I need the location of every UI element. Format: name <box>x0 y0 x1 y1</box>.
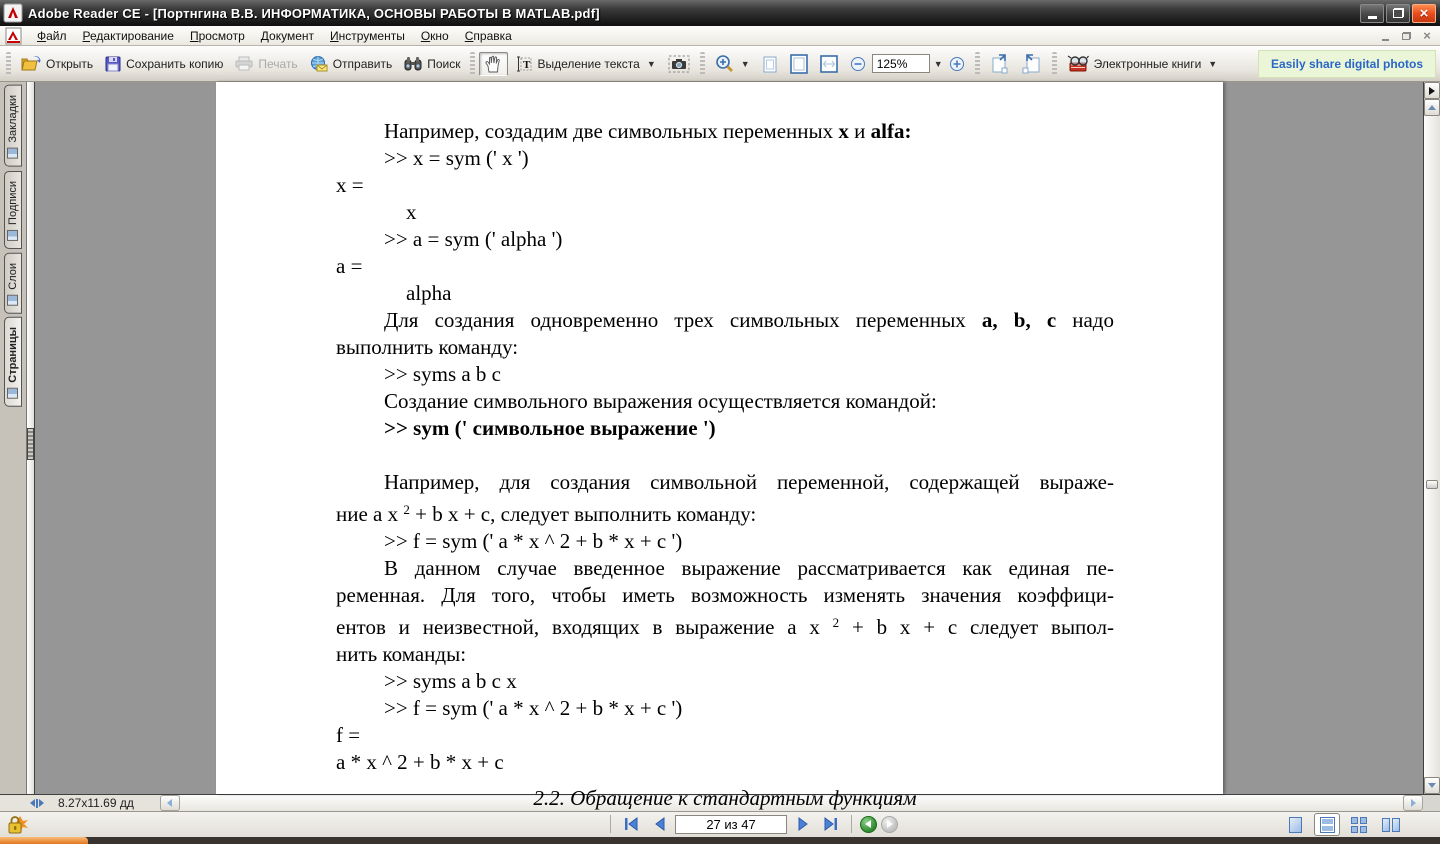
document-line: >> sym (' символьное выражение ') <box>384 416 716 440</box>
toolbar-grip[interactable] <box>975 52 980 76</box>
pdf-document-icon <box>6 28 21 44</box>
continuous-icon <box>1320 817 1335 833</box>
document-line: Для создания одновременно трех символьных переменных a, b, c надо <box>384 308 1114 332</box>
toolbar-grip[interactable] <box>6 52 11 76</box>
fit-width-button[interactable] <box>814 51 844 77</box>
document-line: ременная. Для того, чтобы иметь возможность изменять значения коэффици- <box>336 583 1114 607</box>
minimize-icon <box>1368 16 1377 19</box>
menu-item[interactable]: Редактирование <box>82 28 174 43</box>
sidebar-tab-label: Закладки <box>7 95 19 143</box>
fit-width-icon <box>820 54 838 74</box>
doc-minimize-button[interactable] <box>1376 28 1394 43</box>
menu-item[interactable]: Документ <box>260 28 314 43</box>
vertical-scroll-track[interactable] <box>1424 116 1440 777</box>
continuous-facing-icon <box>1351 817 1367 833</box>
continuous-layout-button[interactable] <box>1314 813 1340 836</box>
open-folder-icon <box>21 56 41 72</box>
save-copy-label: Сохранить копию <box>126 56 224 71</box>
sidebar-tab-label: Слои <box>7 262 19 290</box>
status-bar <box>0 811 1440 837</box>
sidebar-tab-label: Подписи <box>7 180 19 225</box>
previous-view-button[interactable] <box>860 816 877 833</box>
magnifier-plus-icon <box>715 54 734 73</box>
close-icon: × <box>1419 4 1429 22</box>
text-select-label: Выделение текста <box>537 56 640 71</box>
ebooks-label: Электронные книги <box>1093 56 1202 71</box>
email-globe-icon <box>310 56 328 72</box>
single-page-layout-button[interactable] <box>1282 813 1308 836</box>
down-arrow-icon <box>1428 783 1436 788</box>
pane-arrow-button[interactable] <box>1424 82 1440 99</box>
document-line: >> syms a b c x <box>384 669 517 693</box>
page-navigation <box>606 814 898 834</box>
binoculars-icon <box>404 56 422 71</box>
document-line: a * x ^ 2 + b * x + c <box>336 750 504 774</box>
separator <box>610 815 611 833</box>
printer-icon <box>235 56 253 71</box>
svg-text:T: T <box>523 58 531 71</box>
toolbar-grip[interactable] <box>700 52 705 76</box>
document-line: >> x = sym (' x ') <box>384 146 529 170</box>
fit-page-button[interactable] <box>784 51 814 77</box>
camera-icon <box>668 55 690 73</box>
snapshot-tool-button[interactable] <box>662 52 696 76</box>
send-label: Отправить <box>332 56 393 71</box>
open-label: Открыть <box>46 56 94 71</box>
document-line: f = <box>336 723 361 747</box>
promo-banner[interactable]: Easily share digital photos <box>1258 50 1436 78</box>
layers-tab-icon <box>8 294 19 305</box>
doc-restore-button[interactable] <box>1397 28 1415 43</box>
toolbar <box>0 46 1440 82</box>
plus-circle-icon <box>949 56 965 72</box>
text-select-icon <box>514 56 532 72</box>
separator <box>851 815 852 833</box>
next-view-icon <box>1022 54 1042 74</box>
previous-page-button[interactable] <box>647 814 671 834</box>
signatures-tab-icon <box>8 230 19 241</box>
right-triangle-icon <box>1429 87 1435 95</box>
title-bar <box>0 0 1440 26</box>
document-text <box>216 82 1223 812</box>
bookmarks-tab-icon <box>8 148 19 159</box>
search-label: Поиск <box>427 56 461 71</box>
document-line: Например, создадим две символьных переменных х и alfa: <box>384 119 912 143</box>
document-window-controls <box>1373 28 1436 43</box>
sidebar-tab-label: Страницы <box>7 327 19 384</box>
ebooks-button[interactable] <box>1061 52 1224 75</box>
document-line <box>336 442 1114 469</box>
menu-item[interactable]: Файл <box>37 28 67 43</box>
document-line: alpha <box>406 281 452 305</box>
vertical-scroll-thumb[interactable] <box>1426 480 1438 489</box>
scroll-up-button[interactable] <box>1424 99 1440 116</box>
save-copy-button[interactable] <box>99 53 229 75</box>
print-label: Печать <box>258 56 298 71</box>
hand-tool-button[interactable] <box>479 52 508 76</box>
page-size-area <box>0 795 160 811</box>
adobe-reader-app-icon <box>4 4 22 22</box>
document-line: x = <box>336 173 364 197</box>
page-size-label: 8.27x11.69 дд <box>58 796 134 810</box>
next-view-button[interactable] <box>1016 51 1048 77</box>
document-line: >> f = sym (' a * x ^ 2 + b * x + c ') <box>384 529 683 553</box>
document-line: нить команды: <box>336 642 467 666</box>
right-triangle-icon <box>39 799 44 807</box>
vertical-scrollbar <box>1423 82 1440 794</box>
menu-item[interactable]: Инструменты <box>330 28 405 43</box>
document-line: выполнить команду: <box>336 335 519 359</box>
document-line: В данном случае введенное выражение рассматривается как единая пе- <box>384 556 1114 580</box>
floppy-disk-icon <box>105 56 121 72</box>
next-view-button <box>881 816 898 833</box>
doc-close-button[interactable] <box>1418 28 1436 43</box>
doc-minimize-icon <box>1382 39 1389 41</box>
left-triangle-icon <box>865 820 871 828</box>
toolbar-grip[interactable] <box>470 52 475 76</box>
document-line: >> f = sym (' a * x ^ 2 + b * x + c ') <box>384 696 683 720</box>
right-arrow-icon <box>1411 799 1416 807</box>
left-triangle-icon <box>30 799 35 807</box>
scrollbar-corner <box>1423 795 1440 811</box>
scroll-right-button[interactable] <box>1403 795 1423 811</box>
document-line: Например, для создания символьной переменной, содержащей выраже- <box>384 470 1114 494</box>
page-number-field[interactable]: 27 из 47 <box>675 815 787 834</box>
menu-bar <box>0 26 1440 46</box>
doc-close-icon: × <box>1423 28 1431 43</box>
continuous-facing-layout-button[interactable] <box>1346 813 1372 836</box>
first-page-button[interactable] <box>619 814 643 834</box>
actual-size-button[interactable] <box>756 51 784 77</box>
sidebar-tab-bookmarks[interactable] <box>4 85 22 167</box>
menu-item[interactable]: Окно <box>420 28 449 43</box>
splitter-bar-icon <box>36 799 38 808</box>
document-line: x <box>406 200 417 224</box>
document-line: >> a = sym (' alpha ') <box>384 227 563 251</box>
document-line: >> syms a b c <box>384 362 502 386</box>
scroll-down-button[interactable] <box>1424 777 1440 794</box>
zoom-out-button[interactable] <box>844 53 872 75</box>
previous-view-icon <box>990 54 1010 74</box>
single-page-icon <box>1289 817 1302 833</box>
document-line: Создание символьного выражения осуществляется командой: <box>384 389 937 413</box>
sidebar-tab-pages[interactable] <box>4 317 22 407</box>
sidebar-tab-signatures[interactable] <box>4 171 22 249</box>
right-triangle-icon <box>887 820 893 828</box>
facing-icon <box>1382 818 1400 832</box>
document-line: ентов и неизвестной, входящих в выражение a x $^2$ + b x + c следует выпол- <box>336 615 1114 639</box>
zoom-in-tool-button[interactable] <box>709 51 756 76</box>
scroll-left-button[interactable] <box>160 795 180 811</box>
restore-button[interactable] <box>1386 4 1410 23</box>
menu-item[interactable]: Справка <box>464 28 512 43</box>
minus-circle-icon <box>850 56 866 72</box>
zoom-in-button[interactable] <box>947 53 971 75</box>
print-button <box>229 53 303 74</box>
menu-item[interactable]: Просмотр <box>189 28 245 43</box>
taskbar-button-edge <box>0 837 88 844</box>
menu-items <box>29 27 520 45</box>
search-button[interactable] <box>398 53 466 74</box>
next-page-button[interactable] <box>791 814 815 834</box>
fit-page-icon <box>790 54 808 74</box>
pdf-page <box>216 82 1223 810</box>
taskbar-edge <box>0 837 1440 844</box>
zoom-chevron-down-icon[interactable]: ▼ <box>933 58 943 69</box>
previous-view-button[interactable] <box>984 51 1016 77</box>
zoom-level-input[interactable] <box>872 54 930 73</box>
send-button[interactable] <box>304 53 399 75</box>
window-title: Adobe Reader CE - [Портнгина В.В. ИНФОРМАТИКА, ОСНОВЫ РАБОТЫ В MATLAB.pdf] <box>28 5 600 21</box>
hand-icon <box>485 55 502 73</box>
restore-icon <box>1393 8 1404 18</box>
up-arrow-icon <box>1428 105 1436 110</box>
text-select-tool[interactable] <box>508 53 661 75</box>
security-lock-icon[interactable] <box>6 814 30 836</box>
splitter-arrows-icon[interactable] <box>30 799 44 808</box>
document-line: a = <box>336 254 363 278</box>
document-line: ние a x $^2$ + b x + c, следует выполнить команду: <box>336 502 757 526</box>
facing-layout-button[interactable] <box>1378 813 1404 836</box>
close-button[interactable] <box>1412 4 1436 23</box>
open-button[interactable] <box>15 53 99 75</box>
doc-restore-icon <box>1402 32 1411 40</box>
page-layout-buttons <box>1282 813 1404 836</box>
glasses-book-icon <box>1067 55 1089 72</box>
last-page-button[interactable] <box>819 814 843 834</box>
pages-tab-icon <box>8 388 19 399</box>
actual-size-page-icon <box>762 54 778 74</box>
toolbar-grip[interactable] <box>1052 52 1057 76</box>
splitter-grip[interactable] <box>27 428 34 460</box>
chevron-down-icon: ▼ <box>646 58 656 69</box>
navigation-pane-splitter[interactable] <box>26 82 35 794</box>
navigation-tab-strip <box>0 82 26 794</box>
left-arrow-icon <box>167 799 172 807</box>
chevron-down-icon: ▼ <box>740 58 750 69</box>
chevron-down-icon: ▼ <box>1208 58 1218 69</box>
document-line: 2.2. Обращение к стандартным функциям <box>533 786 917 810</box>
sidebar-tab-layers[interactable] <box>4 253 22 314</box>
minimize-button[interactable] <box>1360 4 1384 23</box>
